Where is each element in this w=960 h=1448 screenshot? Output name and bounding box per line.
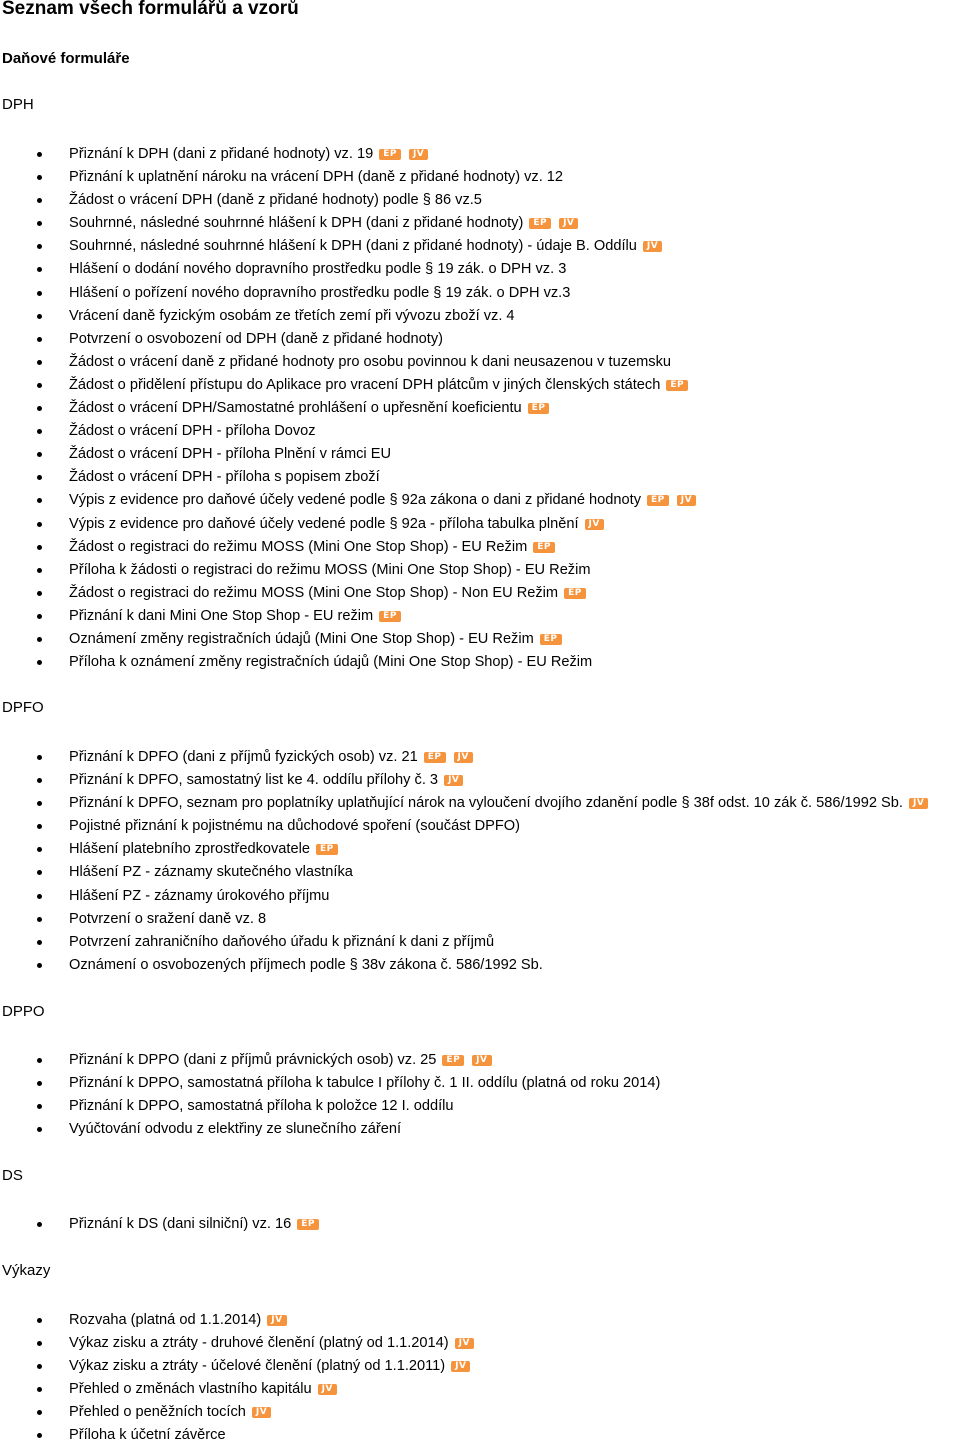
ep-badge-icon[interactable]: EP [379,149,401,160]
list-item[interactable] [0,1355,474,1378]
list-item[interactable] [0,1424,474,1447]
list-item[interactable] [0,885,928,908]
list-item[interactable] [0,189,696,212]
form-link[interactable]: Přiznání k uplatnění nároku na vrácení DPH (daně z přidané hodnoty) vz. 12 [69,169,564,186]
list-item[interactable] [0,166,696,189]
list-item[interactable] [0,861,928,884]
ep-badge-icon[interactable]: EP [540,634,562,645]
list-item[interactable] [0,258,696,281]
form-link[interactable]: Žádost o vrácení DPH/Samostatné prohlášení o upřesnění koeficientu [69,400,522,417]
list-item[interactable] [0,351,696,374]
list-item[interactable] [0,582,696,605]
list-item[interactable] [0,1049,660,1072]
ep-badge-icon[interactable]: EP [442,1055,464,1066]
form-link[interactable]: Přehled o změnách vlastního kapitálu [69,1381,312,1398]
ep-badge-icon[interactable]: EP [297,1219,319,1230]
form-link[interactable]: Žádost o přidělení přístupu do Aplikace pro vracení DPH plátcům v jiných členských státech [69,376,661,393]
list-item[interactable] [0,397,696,420]
list-item[interactable] [0,954,928,977]
list-item[interactable] [0,908,928,931]
category-heading: Daňové formuláře [2,50,130,67]
jv-badge-icon[interactable]: JV [677,495,696,506]
form-link[interactable]: Hlášení o pořízení nového dopravního prostředku podle § 19 zák. o DPH vz.3 [69,284,571,301]
form-link[interactable]: Vyúčtování odvodu z elektřiny ze slunečního záření [69,1121,402,1138]
section-list-dppo [0,1049,660,1141]
ep-badge-icon[interactable]: EP [528,403,550,414]
list-item[interactable] [0,466,696,489]
list-item[interactable] [0,489,696,512]
ep-badge-icon[interactable]: EP [424,752,446,763]
list-item[interactable] [0,443,696,466]
form-link[interactable]: Žádost o vrácení DPH - příloha Dovoz [69,423,316,440]
ep-badge-icon[interactable]: EP [529,218,551,229]
list-item[interactable] [0,536,696,559]
form-link[interactable]: Výpis z evidence pro daňové účely vedené podle § 92a zákona o dani z přidané hodnoty [69,492,641,509]
form-link[interactable]: Výpis z evidence pro daňové účely vedené podle § 92a - příloha tabulka plnění [69,515,579,532]
ep-badge-icon[interactable]: EP [379,611,401,622]
list-item[interactable] [0,931,928,954]
form-link[interactable]: Přiznání k DPPO, samostatná příloha k položce 12 I. oddílu [69,1098,454,1115]
form-link[interactable]: Žádost o vrácení DPH (daně z přidané hodnoty) podle § 86 vz.5 [69,192,482,209]
form-link[interactable]: Hlášení PZ - záznamy skutečného vlastníka [69,864,353,881]
section-heading-dpfo: DPFO [2,699,44,716]
section-heading-dppo: DPPO [2,1003,45,1020]
list-item[interactable] [0,420,696,443]
jv-badge-icon[interactable]: JV [444,775,463,786]
section-list-dph [0,143,696,674]
section-list-vykazy [0,1309,474,1448]
form-link[interactable]: Souhrnné, následné souhrnné hlášení k DPH (dani z přidané hodnoty) [69,215,524,232]
form-link[interactable]: Přiznání k DPFO, samostatný list ke 4. oddílu přílohy č. 3 [69,772,439,789]
form-link[interactable]: Potvrzení zahraničního daňového úřadu k přiznání k dani z příjmů [69,933,495,950]
jv-badge-icon[interactable]: JV [451,1361,470,1372]
form-link[interactable]: Přiznání k DPPO (dani z příjmů právnických osob) vz. 25 [69,1052,437,1068]
jv-badge-icon[interactable]: JV [455,1338,474,1349]
ep-badge-icon[interactable]: EP [647,495,669,506]
list-item[interactable] [0,838,928,861]
form-link[interactable]: Pojistné přiznání k pojistnému na důchodové spoření (součást DPFO) [69,818,521,835]
list-item[interactable] [0,1378,474,1401]
list-item[interactable] [0,792,928,815]
ep-badge-icon[interactable]: EP [666,380,688,391]
form-link[interactable]: Přiznání k DPFO (dani z příjmů fyzických osob) vz. 21 [69,749,418,765]
jv-badge-icon[interactable]: JV [454,752,473,763]
form-link[interactable]: Přiznání k DPPO, samostatná příloha k tabulce I přílohy č. 1 II. oddílu (platná od roku 2014) [69,1075,661,1092]
list-item[interactable] [0,143,696,166]
jv-badge-icon[interactable]: JV [318,1384,337,1395]
form-link[interactable]: Potvrzení o sražení daně vz. 8 [69,910,267,927]
list-item[interactable] [0,513,696,536]
jv-badge-icon[interactable]: JV [643,241,662,252]
ep-badge-icon[interactable]: EP [533,542,555,553]
jv-badge-icon[interactable]: JV [267,1315,286,1326]
ep-badge-icon[interactable]: EP [564,588,586,599]
form-link[interactable]: Hlášení platebního zprostředkovatele [69,841,310,858]
list-item[interactable] [0,305,696,328]
form-link[interactable]: Oznámení změny registračních údajů (Mini One Stop Shop) - EU Režim [69,630,534,647]
form-link[interactable]: Souhrnné, následné souhrnné hlášení k DPH (dani z přidané hodnoty) - údaje B. Oddílu [69,238,637,255]
ep-badge-icon[interactable]: EP [316,844,338,855]
form-link[interactable]: Výkaz zisku a ztráty - druhové členění (platný od 1.1.2014) [69,1335,449,1352]
form-link[interactable]: Žádost o vrácení DPH - příloha Plnění v rámci EU [69,446,391,463]
form-link[interactable]: Přiznání k dani Mini One Stop Shop - EU režim [69,607,374,624]
list-item[interactable] [0,1401,474,1424]
form-link[interactable]: Žádost o vrácení DPH - příloha s popisem zboží [69,469,380,486]
list-item[interactable] [0,1213,319,1236]
jv-badge-icon[interactable]: JV [472,1055,491,1066]
list-item[interactable] [0,374,696,397]
list-item[interactable] [0,212,696,235]
form-link[interactable]: Přiznání k DPH (dani z přidané hodnoty) vz. 19 [69,146,374,162]
form-link[interactable]: Přehled o peněžních tocích [69,1404,246,1421]
jv-badge-icon[interactable]: JV [252,1407,271,1418]
section-heading-ds: DS [2,1167,23,1184]
section-list-dpfo [0,746,928,977]
jv-badge-icon[interactable]: JV [409,149,428,160]
jv-badge-icon[interactable]: JV [585,519,604,530]
form-link[interactable]: Hlášení PZ - záznamy úrokového příjmu [69,887,330,904]
form-link[interactable]: Hlášení o dodání nového dopravního prostředku podle § 19 zák. o DPH vz. 3 [69,261,567,278]
list-item[interactable] [0,1118,660,1141]
list-item[interactable] [0,1309,474,1332]
list-item[interactable] [0,628,696,651]
form-link[interactable]: Příloha k účetní závěrce [69,1427,226,1444]
jv-badge-icon[interactable]: JV [559,218,578,229]
form-link[interactable]: Potvrzení o osvobození od DPH (daně z přidané hodnoty) [69,330,443,347]
list-item[interactable] [0,605,696,628]
form-link[interactable]: Přiznání k DPFO, seznam pro poplatníky uplatňující nárok na vyloučení dvojího zdanění podle § 38f odst. 10 zák č. 586/1992 Sb. [69,795,903,812]
list-item[interactable] [0,1332,474,1355]
form-link[interactable]: Žádost o vrácení daně z přidané hodnoty pro osobu povinnou k dani neusazenou v tuzemsku [69,353,671,370]
list-item[interactable] [0,651,696,674]
list-item[interactable] [0,559,696,582]
list-item[interactable] [0,328,696,351]
page-title: Seznam všech formulářů a vzorů [2,0,299,19]
section-heading-vykazy: Výkazy [2,1262,51,1279]
form-link[interactable]: Žádost o registraci do režimu MOSS (Mini One Stop Shop) - Non EU Režim [69,584,559,601]
list-item[interactable] [0,815,928,838]
form-link[interactable]: Vrácení daně fyzickým osobám ze třetích zemí při vývozu zboží vz. 4 [69,307,515,324]
list-item[interactable] [0,769,928,792]
form-link[interactable]: Rozvaha (platná od 1.1.2014) [69,1312,262,1328]
form-link[interactable]: Výkaz zisku a ztráty - účelové členění (platný od 1.1.2011) [69,1358,446,1375]
list-item[interactable] [0,282,696,305]
section-heading-dph: DPH [2,96,34,113]
form-link[interactable]: Oznámení o osvobozených příjmech podle § 38v zákona č. 586/1992 Sb. [69,956,543,973]
list-item[interactable] [0,235,696,258]
section-list-ds [0,1213,319,1236]
list-item[interactable] [0,746,928,769]
list-item[interactable] [0,1095,660,1118]
form-link[interactable]: Žádost o registraci do režimu MOSS (Mini One Stop Shop) - EU Režim [69,538,528,555]
form-link[interactable]: Příloha k oznámení změny registračních údajů (Mini One Stop Shop) - EU Režim [69,654,593,671]
jv-badge-icon[interactable]: JV [909,798,928,809]
form-link[interactable]: Přiznání k DS (dani silniční) vz. 16 [69,1216,292,1232]
form-link[interactable]: Příloha k žádosti o registraci do režimu MOSS (Mini One Stop Shop) - EU Režim [69,561,591,578]
list-item[interactable] [0,1072,660,1095]
